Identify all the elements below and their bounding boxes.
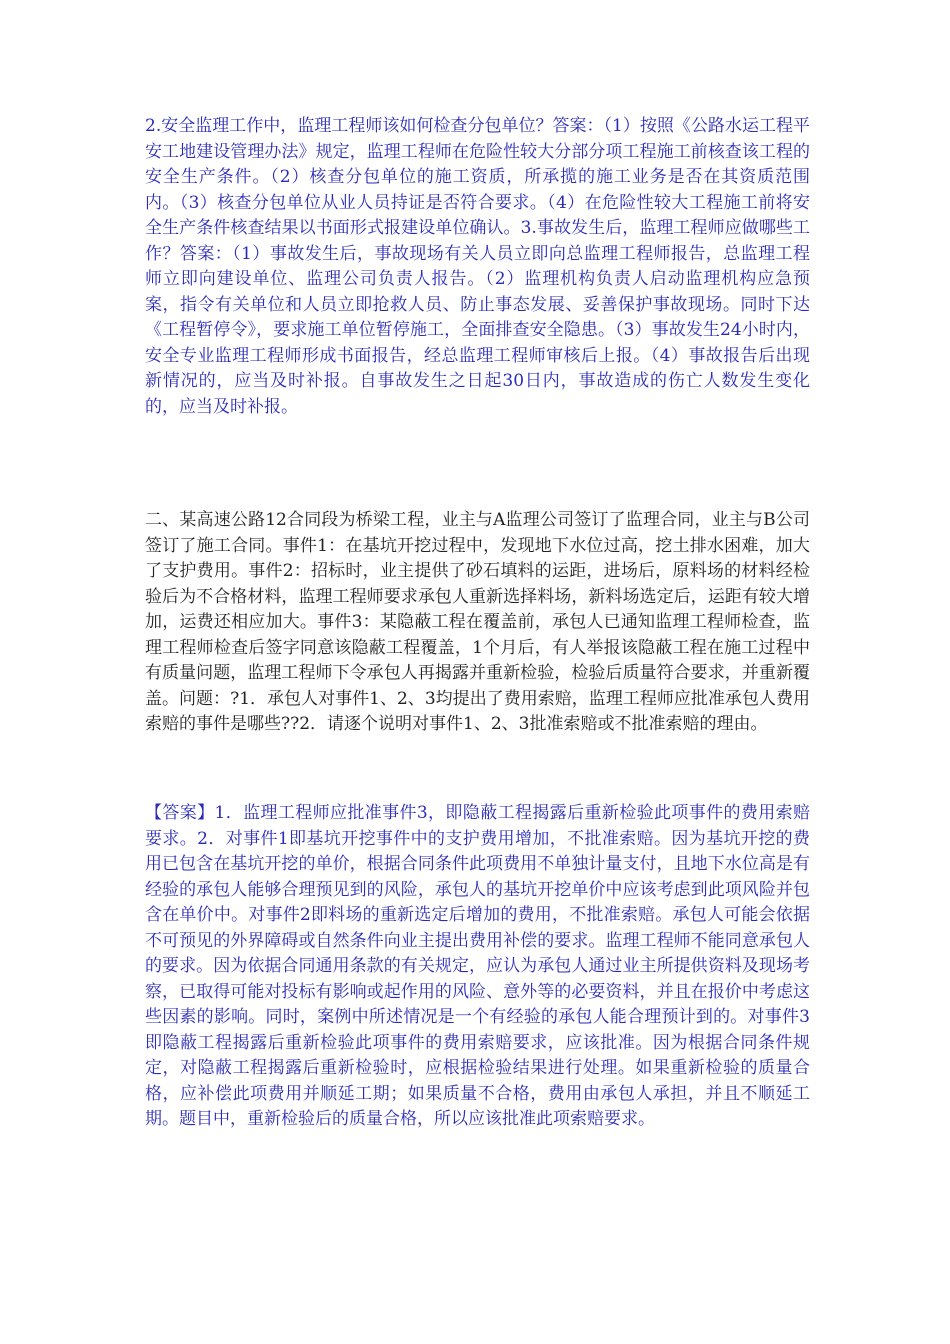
answer-paragraph-q2-q3: 2.安全监理工作中，监理工程师该如何检查分包单位？答案：（1）按照《公路水运工程平安工地建设管理办法》规定，监理工程师在危险性较大分部分项工程施工前核查该工程的安全生产条件。（2）核查分包单位的施工资质，所承揽的施工业务是否在其资质范围内。（3）核查分包单位从业人员持证是否符合要求。（4）在危险性较大工程施工前将安全生产条件核查结果以书面形式报建设单位确认。3.事故发生后，监理工程师应做哪些工作？答案：（1）事故发生后，事故现场有关人员立即向总监理工程师报告，总监理工程师立即向建设单位、监理公司负责人报告。（2）监理机构负责人启动监理机构应急预案，指令有关单位和人员立即抢救人员、防止事态发展、妥善保护事故现场。同时下达《工程暂停令》，要求施工单位暂停施工，全面排查安全隐患。（3）事故发生24小时内，安全专业监理工程师形成书面报告，经总监理工程师审核后上报。（4）事故报告后出现新情况的，应当及时补报。自事故发生之日起30日内，事故造成的伤亡人数发生变化的，应当及时补报。	[145, 116, 810, 417]
question-paragraph-case-2: 二、某高速公路12合同段为桥梁工程，业主与A监理公司签订了监理合同，业主与B公司签订了施工合同。事件1：在基坑开挖过程中，发现地下水位过高，挖土排水困难，加大了支护费用。事件2：招标时，业主提供了砂石填料的运距，进场后，原料场的材料经检验后为不合格材料，监理工程师要求承包人重新选择料场，新料场选定后，运距有较大增加，运费还相应加大。事件3：某隐蔽工程在覆盖前，承包人已通知监理工程师检查，监理工程师检查后签字同意该隐蔽工程覆盖，1个月后，有人举报该隐蔽工程在施工过程中有质量问题，监理工程师下令承包人再揭露并重新检验，检验后质量符合要求，并重新覆盖。问题：?1．承包人对事件1、2、3均提出了费用索赔，监理工程师应批准承包人费用索赔的事件是哪些??2．请逐个说明对事件1、2、3批准索赔或不批准索赔的理由。	[145, 510, 810, 734]
answer-paragraph-case-2: 【答案】1．监理工程师应批准事件3，即隐蔽工程揭露后重新检验此项事件的费用索赔要求。2．对事件1即基坑开挖事件中的支护费用增加，不批准索赔。因为基坑开挖的费用已包含在基坑开挖的单价，根据合同条件此项费用不单独计量支付，且地下水位高是有经验的承包人能够合理预见到的风险，承包人的基坑开挖单价中应该考虑到此项风险并包含在单价中。对事件2即料场的重新选定后增加的费用，不批准索赔。承包人可能会依据不可预见的外界障碍或自然条件向业主提出费用补偿的要求。监理工程师不能同意承包人的要求。因为依据合同通用条款的有关规定，应认为承包人通过业主所提供资料及现场考察，已取得可能对投标有影响或起作用的风险、意外等的必要资料，并且在报价中考虑这些因素的影响。同时，案例中所述情况是一个有经验的承包人能合理预计到的。对事件3即隐蔽工程揭露后重新检验此项事件的费用索赔要求，应该批准。因为根据合同条件规定，对隐蔽工程揭露后重新检验时，应根据检验结果进行处理。如果重新检验的质量合格，应补偿此项费用并顺延工期；如果质量不合格，费用由承包人承担，并且不顺延工期。题目中，重新检验后的质量合格，所以应该批准此项索赔要求。	[145, 803, 810, 1129]
